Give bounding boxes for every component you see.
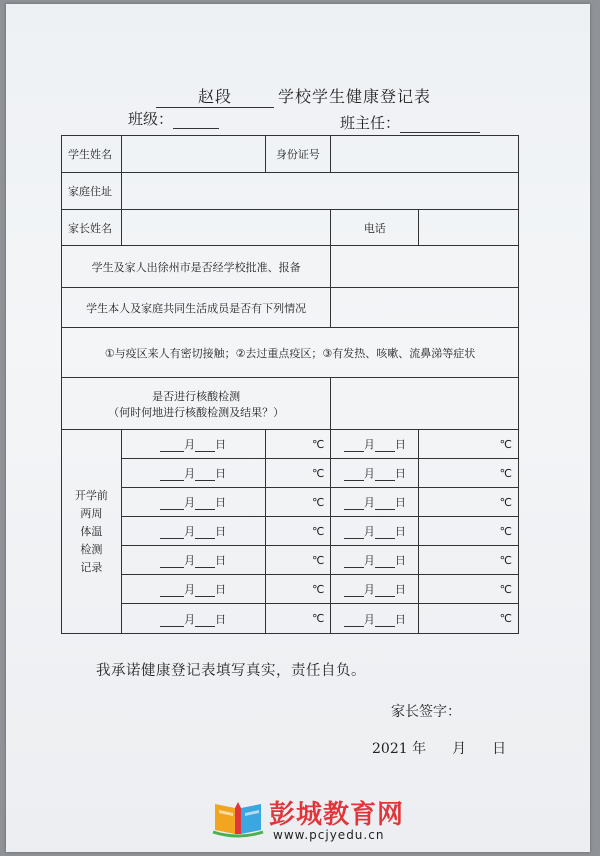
temp-cell[interactable]: ℃	[419, 604, 519, 634]
temp-label-line: 体温	[80, 524, 103, 538]
class-label: 班级：	[128, 110, 174, 128]
conditions-list: ①与疫区来人有密切接触；②去过重点疫区；③有发热、咳嗽、流鼻涕等症状	[62, 328, 519, 378]
nucleic-question-line1: 是否进行核酸检测	[152, 389, 241, 403]
temp-cell[interactable]: ℃	[419, 575, 519, 604]
temp-cell[interactable]: ℃	[419, 488, 519, 517]
temp-row	[62, 517, 519, 546]
student-name-label: 学生姓名	[62, 136, 122, 173]
form-paper	[6, 4, 590, 852]
date-cell[interactable]: 月 日	[121, 488, 265, 517]
temperature-record-label	[62, 430, 122, 634]
date-cell[interactable]: 月 日	[331, 575, 419, 604]
sign-day: 日	[492, 741, 507, 757]
id-number-field[interactable]	[331, 136, 519, 173]
promise-statement: 我承诺健康登记表填写真实，责任自负。	[96, 663, 366, 679]
temp-row	[62, 488, 519, 517]
temp-cell[interactable]: ℃	[265, 459, 331, 488]
table-row	[62, 210, 519, 246]
temp-label-line: 开学前	[74, 488, 108, 502]
date-cell[interactable]: 月 日	[331, 604, 419, 634]
contacts-question: 学生本人及家庭共同生活成员是否有下列情况	[62, 288, 331, 328]
date-cell[interactable]: 月 日	[331, 546, 419, 575]
temp-row	[62, 604, 519, 634]
date-cell[interactable]: 月 日	[121, 575, 265, 604]
temp-cell[interactable]: ℃	[265, 430, 331, 459]
xuzhou-question: 学生及家人出徐州市是否经学校批准、报备	[62, 246, 331, 288]
date-cell[interactable]: 月 日	[331, 459, 419, 488]
temp-cell[interactable]: ℃	[419, 517, 519, 546]
temp-label-line: 检测	[80, 542, 103, 556]
site-watermark	[211, 794, 431, 844]
watermark-name: 彭城教育网	[269, 800, 405, 830]
contacts-answer[interactable]	[331, 288, 519, 328]
temp-row	[62, 575, 519, 604]
table-row	[62, 246, 519, 288]
class-blank[interactable]	[173, 114, 219, 129]
nucleic-question	[62, 378, 331, 430]
form-title	[156, 84, 431, 108]
xuzhou-answer[interactable]	[331, 246, 519, 288]
temp-cell[interactable]: ℃	[265, 517, 331, 546]
title-text: 学校学生健康登记表	[278, 87, 432, 106]
temp-cell[interactable]: ℃	[419, 546, 519, 575]
sign-month: 月	[452, 741, 467, 757]
temp-cell[interactable]: ℃	[265, 575, 331, 604]
temp-label-line: 记录	[80, 560, 103, 574]
date-cell[interactable]: 月 日	[121, 546, 265, 575]
date-cell[interactable]: 月 日	[331, 517, 419, 546]
date-cell[interactable]: 月 日	[331, 488, 419, 517]
teacher-blank[interactable]	[400, 118, 480, 133]
date-cell[interactable]: 月 日	[331, 430, 419, 459]
phone-label: 电话	[331, 210, 419, 246]
temp-cell[interactable]: ℃	[265, 546, 331, 575]
nucleic-question-line2: （何时何地进行核酸检测及结果？）	[108, 405, 285, 419]
temp-cell[interactable]: ℃	[265, 604, 331, 634]
teacher-field	[340, 112, 480, 133]
class-field	[128, 108, 219, 129]
table-row	[62, 328, 519, 378]
temp-row	[62, 430, 519, 459]
temp-row	[62, 546, 519, 575]
address-label: 家庭住址	[62, 173, 122, 210]
temp-cell[interactable]: ℃	[265, 488, 331, 517]
book-logo-icon	[211, 796, 265, 838]
phone-field[interactable]	[419, 210, 519, 246]
school-name: 赵段	[156, 84, 274, 108]
date-cell[interactable]: 月 日	[121, 604, 265, 634]
student-name-field[interactable]	[121, 136, 265, 173]
date-cell[interactable]: 月 日	[121, 459, 265, 488]
parent-name-label: 家长姓名	[62, 210, 122, 246]
temp-row	[62, 459, 519, 488]
parent-signature-label: 家长签字：	[391, 704, 461, 720]
temp-cell[interactable]: ℃	[419, 459, 519, 488]
nucleic-answer[interactable]	[331, 378, 519, 430]
watermark-url: www.pcjyedu.cn	[273, 828, 385, 842]
temp-label-line: 两周	[80, 506, 103, 520]
address-field[interactable]	[121, 173, 518, 210]
table-row	[62, 378, 519, 430]
temp-cell[interactable]: ℃	[419, 430, 519, 459]
table-row	[62, 173, 519, 210]
health-form-table	[61, 135, 519, 634]
date-cell[interactable]: 月 日	[121, 517, 265, 546]
sign-date	[372, 738, 532, 758]
table-row	[62, 136, 519, 173]
parent-name-field[interactable]	[121, 210, 331, 246]
date-cell[interactable]: 月 日	[121, 430, 265, 459]
teacher-label: 班主任：	[340, 114, 401, 132]
table-row	[62, 288, 519, 328]
sign-year: 2021 年	[372, 741, 427, 757]
id-number-label: 身份证号	[265, 136, 331, 173]
